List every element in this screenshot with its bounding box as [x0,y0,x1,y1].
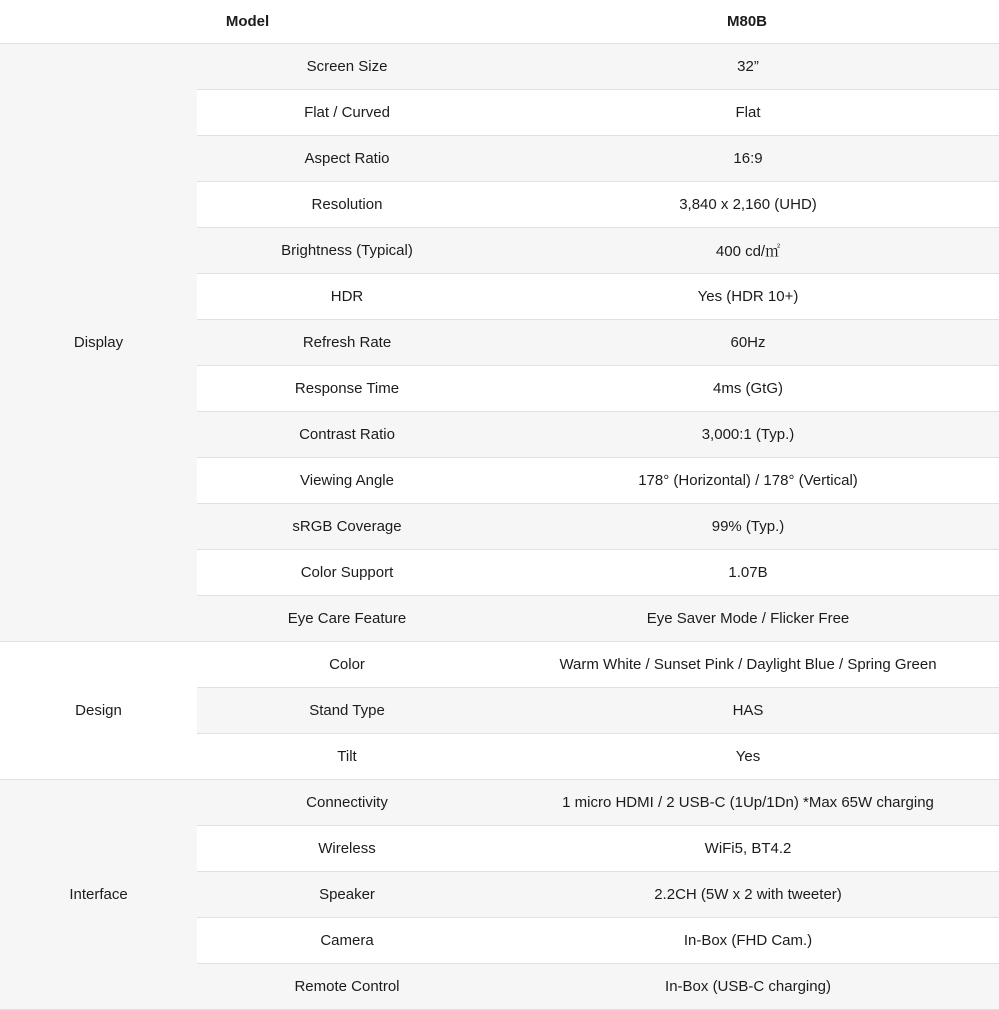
spec-name: Screen Size [306,58,388,75]
spec-value: 3,840 x 2,160 (UHD) [679,196,817,213]
spec-value: 16:9 [733,150,763,167]
table-row [197,642,999,688]
spec-value: 4ms (GtG) [713,380,783,397]
spec-name: sRGB Coverage [292,518,402,535]
group-label: Interface [69,886,128,903]
model-label: Model [225,13,270,30]
group-label: Display [73,334,124,351]
spec-value: 60Hz [730,334,766,351]
spec-value: 3,000:1 (Typ.) [701,426,795,443]
table-row [197,228,999,274]
table-row [197,136,999,182]
spec-value: In-Box (FHD Cam.) [683,932,813,949]
table-row [197,734,999,779]
spec-name: Stand Type [309,702,385,719]
spec-name: Resolution [311,196,383,213]
table-row [197,320,999,366]
spec-name: Connectivity [306,794,388,811]
spec-name: Camera [320,932,374,949]
table-row [197,274,999,320]
table-row [197,412,999,458]
spec-value: 1 micro HDMI / 2 USB-C (1Up/1Dn) *Max 65W charging [562,794,934,811]
spec-value: HAS [732,702,764,719]
group-label: Design [75,702,122,719]
spec-name: Brightness (Typical) [281,242,413,259]
table-row [197,826,999,872]
table-row [197,504,999,550]
table-header [0,0,999,44]
group-rows [197,642,999,779]
spec-name: Contrast Ratio [299,426,395,443]
spec-value: 178° (Horizontal) / 178° (Vertical) [638,472,858,489]
spec-name: Viewing Angle [300,472,394,489]
spec-name: Refresh Rate [302,334,392,351]
spec-name: Wireless [318,840,376,857]
spec-value: 99% (Typ.) [711,518,785,535]
spec-name: Color [329,656,365,673]
table-row [197,688,999,734]
spec-group [0,642,999,780]
spec-value: Yes [735,748,761,765]
table-row [197,918,999,964]
table-row [197,596,999,641]
table-row [197,182,999,228]
table-row [197,964,999,1009]
spec-name: Tilt [337,748,357,765]
spec-value: 32” [737,58,759,75]
spec-groups [0,44,999,1010]
spec-name: Flat / Curved [304,104,390,121]
table-row [197,780,999,826]
spec-value: Yes (HDR 10+) [697,288,799,305]
spec-name: HDR [330,288,364,305]
spec-group [0,44,999,642]
spec-name: Color Support [300,564,394,581]
group-rows [197,44,999,641]
table-row [197,458,999,504]
spec-name: Aspect Ratio [304,150,390,167]
table-row [197,550,999,596]
spec-value: Eye Saver Mode / Flicker Free [646,610,850,627]
spec-value: 400 cd/㎡ [715,243,781,260]
spec-value: Flat [735,104,761,121]
spec-name: Response Time [294,380,400,397]
spec-value: WiFi5, BT4.2 [704,840,792,857]
model-value: M80B [726,13,767,30]
table-row [197,90,999,136]
spec-group [0,780,999,1010]
spec-value: 2.2CH (5W x 2 with tweeter) [654,886,842,903]
table-row [197,872,999,918]
table-row [197,366,999,412]
spec-name: Eye Care Feature [287,610,407,627]
spec-name: Speaker [319,886,375,903]
spec-name: Remote Control [294,978,400,995]
spec-value: In-Box (USB-C charging) [665,978,831,995]
spec-value: Warm White / Sunset Pink / Daylight Blue / Spring Green [559,656,937,673]
table-row [197,44,999,90]
group-rows [197,780,999,1009]
spec-value: 1.07B [728,564,768,581]
